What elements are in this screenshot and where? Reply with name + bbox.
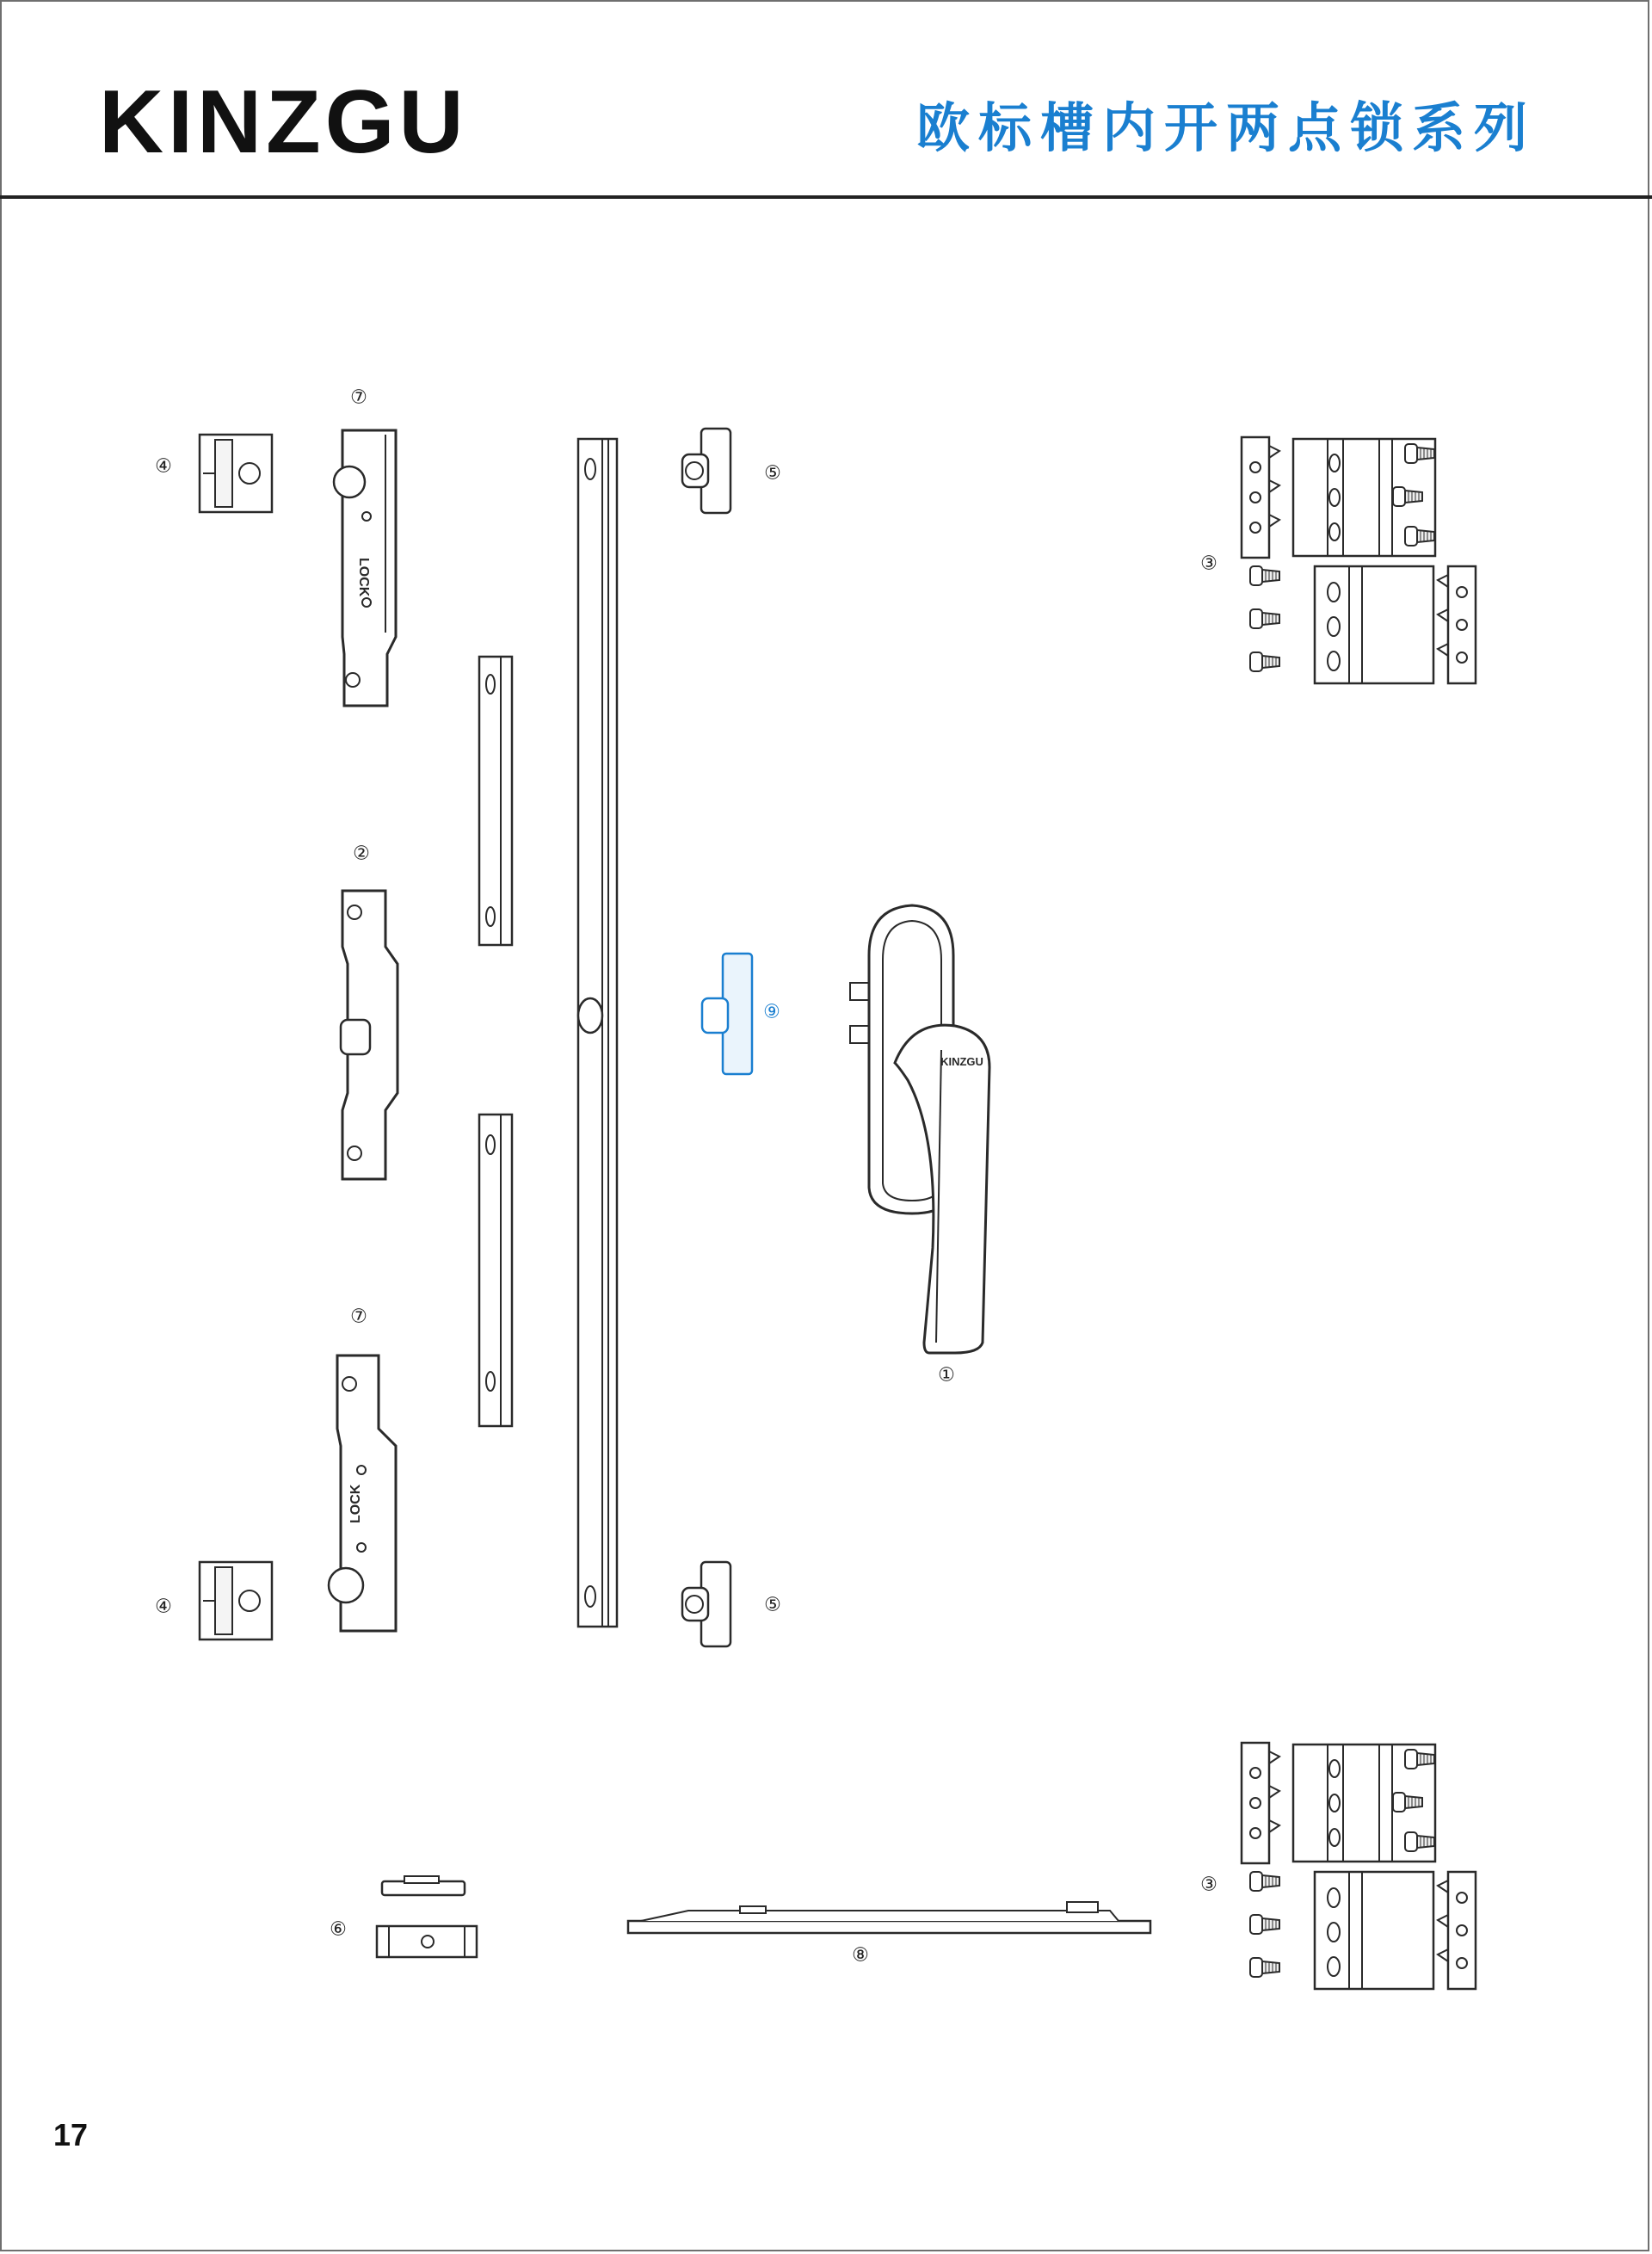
part1-window-handle	[850, 905, 989, 1353]
part3-top-hinge-set	[1242, 437, 1476, 683]
handle-brand-engraving: KINZGU	[940, 1055, 983, 1068]
page-number: 17	[53, 2117, 89, 2152]
part2-center-cam	[341, 891, 398, 1179]
series-title: 欧标槽内开两点锁系列	[915, 96, 1536, 159]
part5-top-keep	[682, 429, 730, 513]
part3-bottom-hinge-set	[1242, 1743, 1476, 1989]
part-label-4-top: ④	[155, 455, 172, 478]
part9-gearbox-adapter	[702, 954, 752, 1074]
part-label-5-bottom: ⑤	[764, 1594, 781, 1616]
part-label-8: ⑧	[852, 1944, 869, 1967]
part6-corner-pieces	[377, 1876, 477, 1957]
part5-bottom-keep	[682, 1562, 730, 1646]
lock-engraving-bottom: LOCK	[348, 1484, 363, 1523]
connecting-bar-upper	[479, 657, 512, 945]
lock-engraving-top: LOCK	[356, 558, 371, 597]
part4-top-keep	[200, 435, 272, 512]
part-label-7-bottom: ⑦	[350, 1306, 367, 1328]
brand-logo: KINZGU	[99, 72, 468, 172]
part7-bottom-locking-cam	[329, 1355, 396, 1631]
part-label-7-top: ⑦	[350, 386, 367, 409]
part-label-4-bottom: ④	[155, 1596, 172, 1618]
part8-sash-stay	[628, 1902, 1150, 1933]
part4-bottom-keep	[200, 1562, 272, 1640]
part-label-9: ⑨	[763, 1001, 780, 1023]
part-label-3-bottom: ③	[1200, 1874, 1217, 1896]
part-label-3-top: ③	[1200, 553, 1217, 575]
part7-top-locking-cam	[334, 430, 396, 706]
part-label-2: ②	[353, 843, 370, 865]
connecting-bar-lower	[479, 1115, 512, 1426]
part-label-1: ①	[938, 1364, 955, 1386]
drive-rod	[578, 439, 617, 1627]
part-label-5-top: ⑤	[764, 462, 781, 485]
part-label-6: ⑥	[330, 1918, 347, 1941]
